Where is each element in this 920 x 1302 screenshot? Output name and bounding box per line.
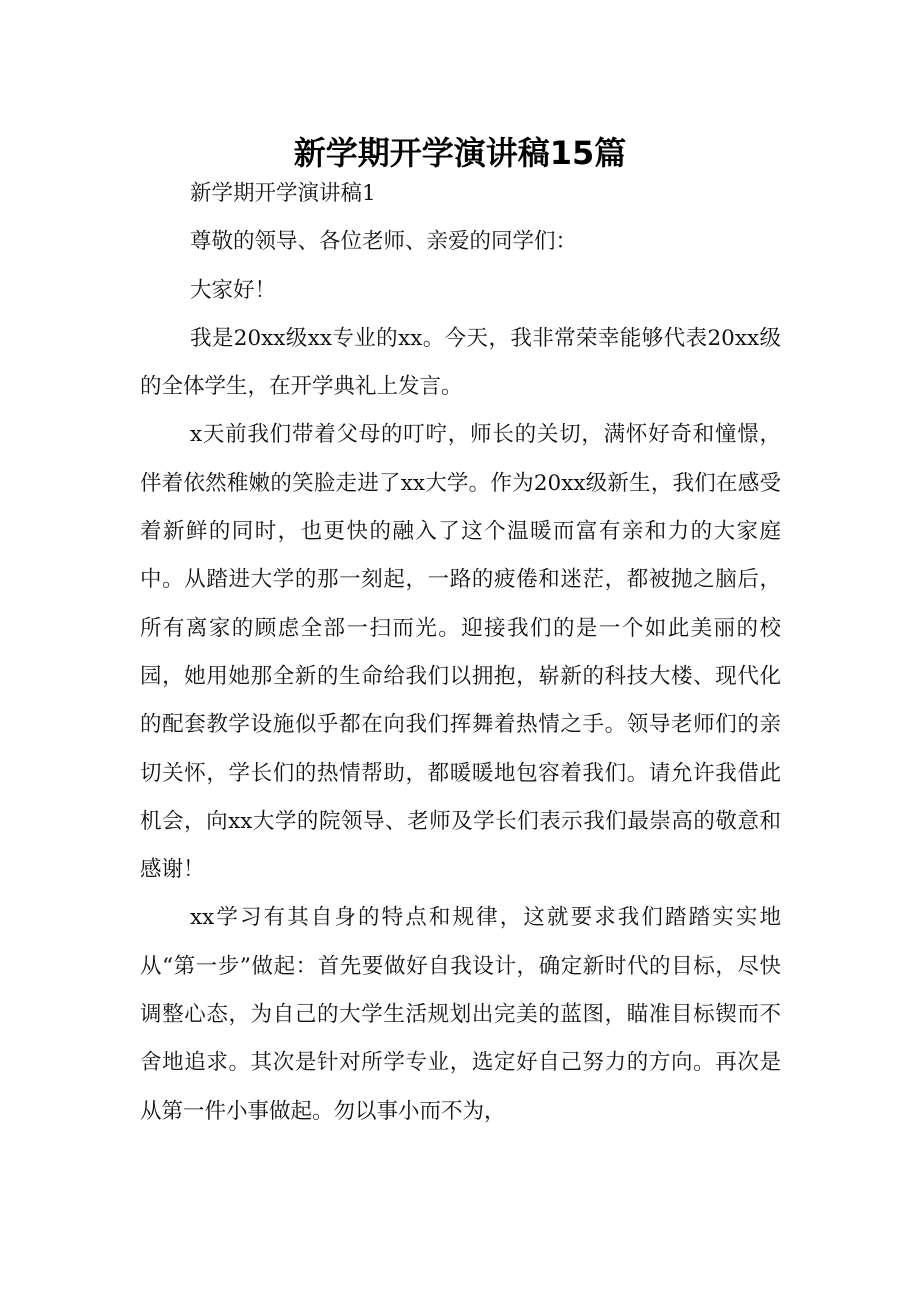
paragraph-study-advice: xx学习有其自身的特点和规律，这就要求我们踏踏实实地从“第一步”做起：首先要做好自我设计，确定新时代的目标，尽快调整心态，为自己的大学生活规划出完美的蓝图，瞄准目标锲而不舍地追求。其次是针对所学专业，选定好自己努力的方向。再次是从第一件小事做起。勿以事小而不为， <box>140 905 781 1124</box>
paragraph-introduction: 我是20xx级xx专业的xx。今天，我非常荣幸能够代表20xx级的全体学生，在开学典礼上发言。 <box>140 325 781 400</box>
document-title: 新学期开学演讲稿15篇 <box>293 134 627 173</box>
paragraph-arrival: x天前我们带着父母的叮咛，师长的关切，满怀好奇和憧憬，伴着依然稚嫩的笑脸走进了xx大学。作为20xx级新生，我们在感受着新鲜的同时，也更快的融入了这个温暖而富有亲和力的大家庭中。从踏进大学的那一刻起，一路的疲倦和迷茫，都被抛之脑后，所有离家的顾虑全部一扫而光。迎接我们的是一个如此美丽的校园，她用她那全新的生命给我们以拥抱，崭新的科技大楼、现代化的配套教学设施似乎都在向我们挥舞着热情之手。领导老师们的亲切关怀，学长们的热情帮助，都暖暖地包容着我们。请允许我借此机会，向xx大学的院领导、老师及学长们表示我们最崇高的敬意和感谢！ <box>140 422 781 883</box>
section-heading: 新学期开学演讲稿1 <box>190 181 376 206</box>
document-body <box>140 170 781 1136</box>
salutation: 尊敬的领导、各位老师、亲爱的同学们： <box>190 229 578 255</box>
greeting: 大家好！ <box>190 277 277 303</box>
